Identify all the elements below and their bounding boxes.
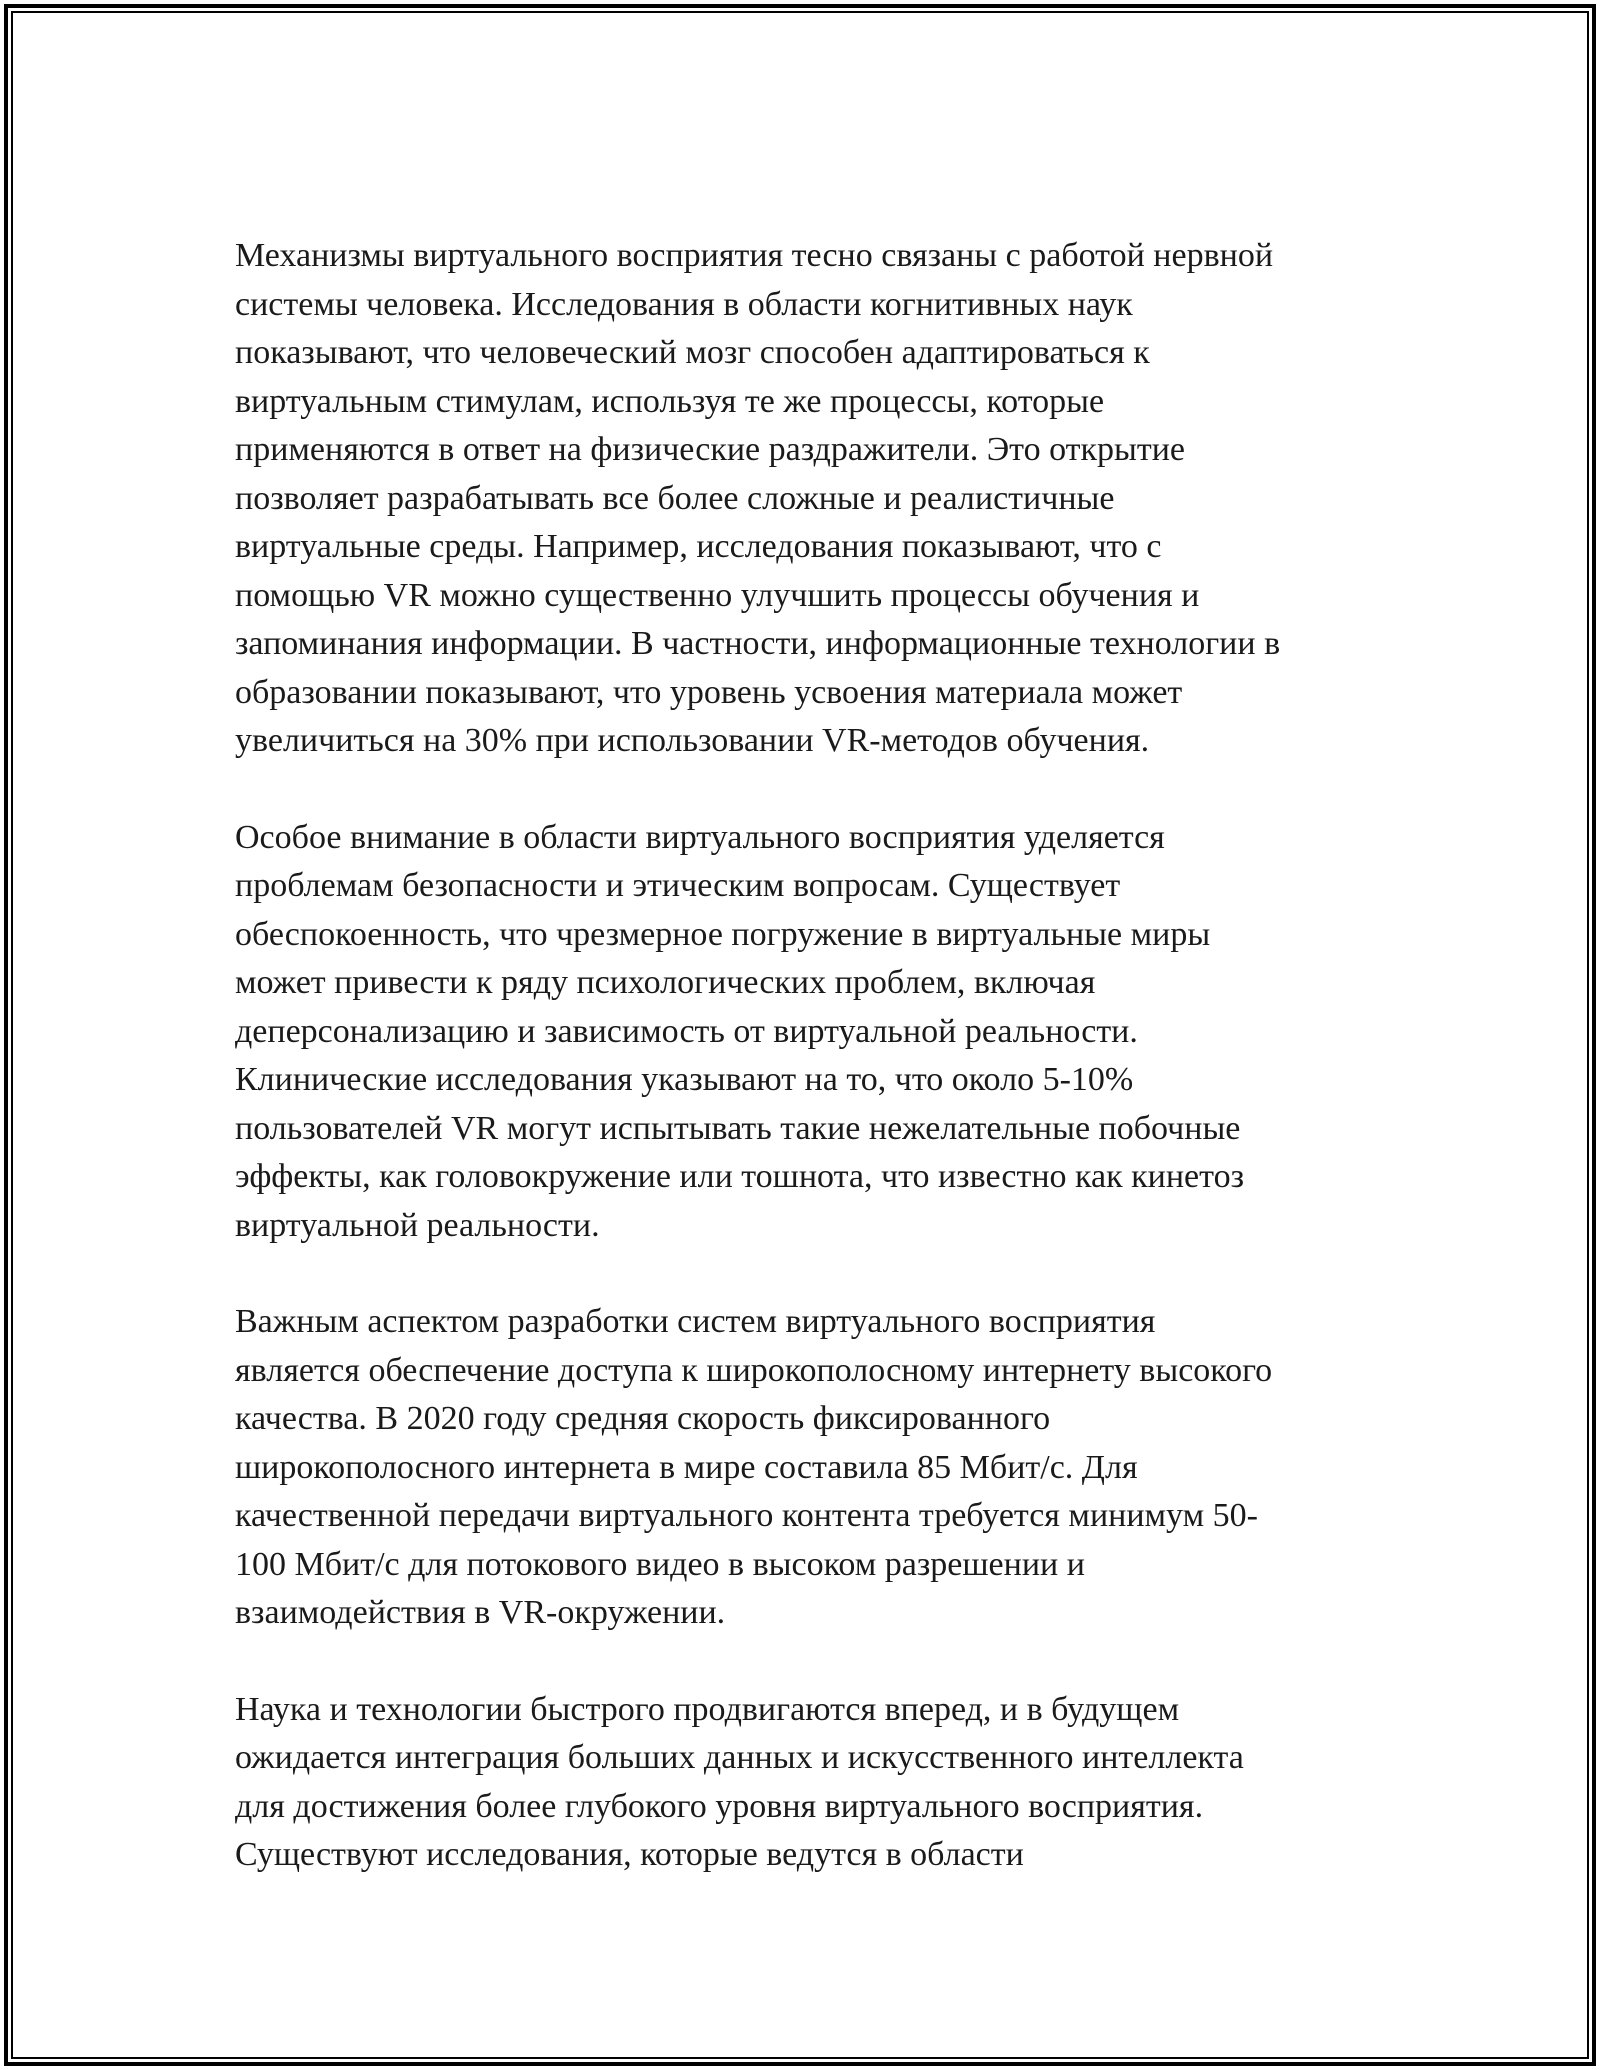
text-line: является обеспечение доступа к широкополосному интернету высокого [235, 1351, 1273, 1389]
text-line: помощью VR можно существенно улучшить процессы обучения и [235, 576, 1200, 614]
text-line: может привести к ряду психологических проблем, включая [235, 964, 1096, 1001]
paragraph-3 [235, 1298, 1385, 1638]
text-line: качества. В 2020 году средняя скорость фиксированного [235, 1400, 1051, 1437]
text-line: позволяет разрабатывать все более сложные и реалистичные [235, 479, 1115, 517]
text-line: широкополосного интернета в мире составила 85 Мбит/с. Для [235, 1448, 1138, 1486]
text-line: виртуальной реальности. [235, 1206, 600, 1244]
text-line: Наука и технологии быстрого продвигаются вперед, и в будущем [235, 1690, 1180, 1728]
text-line: проблемам безопасности и этическим вопросам. Существует [235, 867, 1121, 904]
paragraph-2 [235, 814, 1385, 1251]
text-line: увеличиться на 30% при использовании VR-методов обучения. [235, 722, 1150, 759]
text-line: качественной передачи виртуального контента требуется минимум 50- [235, 1497, 1258, 1534]
text-line: ожидается интеграция больших данных и искусственного интеллекта [235, 1739, 1244, 1776]
text-line: системы человека. Исследования в области когнитивных наук [235, 285, 1133, 323]
text-line: виртуальным стимулам, используя те же процессы, которые [235, 382, 1105, 420]
text-line: для достижения более глубокого уровня виртуального восприятия. [235, 1787, 1204, 1825]
text-line: Существуют исследования, которые ведутся в области [235, 1836, 1024, 1873]
text-line: запоминания информации. В частности, информационные технологии в [235, 625, 1281, 662]
document-body [235, 232, 1385, 1928]
text-line: 100 Мбит/с для потокового видео в высоком разрешении и [235, 1545, 1085, 1583]
text-line: образовании показывают, что уровень усвоения материала может [235, 673, 1183, 711]
text-line: Клинические исследования указывают на то, что около 5-10% [235, 1061, 1134, 1098]
text-line: обеспокоенность, что чрезмерное погружение в виртуальные миры [235, 915, 1211, 953]
text-line: применяются в ответ на физические раздражители. Это открытие [235, 431, 1185, 468]
text-line: пользователей VR могут испытывать такие нежелательные побочные [235, 1109, 1241, 1147]
text-line: эффекты, как головокружение или тошнота, что известно как кинетоз [235, 1158, 1244, 1195]
text-line: Важным аспектом разработки систем виртуального восприятия [235, 1303, 1156, 1340]
paragraph-4 [235, 1686, 1385, 1880]
text-line: показывают, что человеческий мозг способен адаптироваться к [235, 334, 1150, 371]
paragraph-1 [235, 232, 1385, 766]
text-line: Особое внимание в области виртуального восприятия уделяется [235, 818, 1165, 856]
text-line: Механизмы виртуального восприятия тесно связаны с работой нервной [235, 237, 1274, 274]
text-line: виртуальные среды. Например, исследования показывают, что с [235, 528, 1162, 565]
text-line: взаимодействия в VR-окружении. [235, 1594, 726, 1631]
text-line: деперсонализацию и зависимость от виртуальной реальности. [235, 1012, 1138, 1050]
